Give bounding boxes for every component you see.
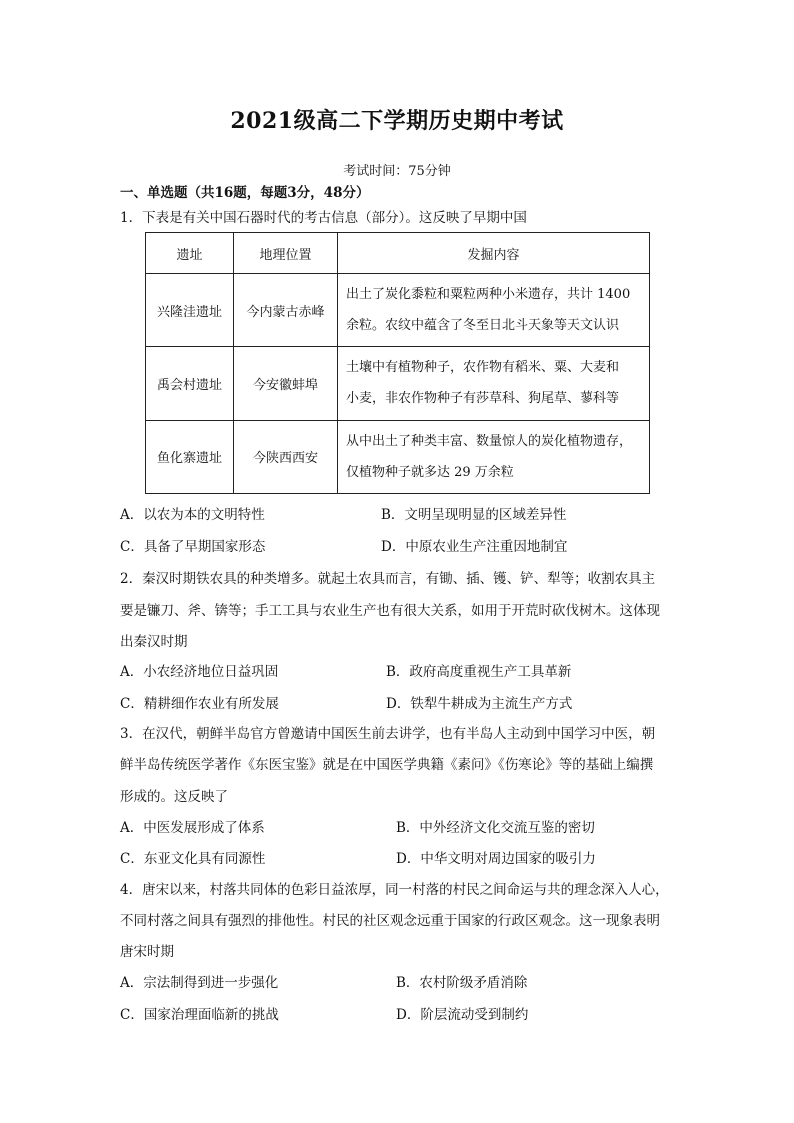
content-line: 仅植物种子就多达 29 万余粒 bbox=[346, 464, 514, 480]
q2-option-b[interactable]: B．政府高度重视生产工具革新 bbox=[386, 664, 572, 680]
content-line: 余粒。农纹中蕴含了冬至日北斗天象等天文认识 bbox=[346, 318, 620, 334]
content-cell bbox=[338, 274, 650, 347]
location-cell: 今陕西西安 bbox=[234, 420, 338, 493]
q2-stem-line: 出秦汉时期 bbox=[120, 634, 188, 650]
q1-option-b[interactable]: B．文明呈现明显的区域差异性 bbox=[381, 507, 567, 523]
q4-stem-line: 不同村落之间具有强烈的排他性。村民的社区观念远重于国家的行政区观念。这一现象表明 bbox=[120, 913, 660, 929]
q3-stem-line: 3．在汉代，朝鲜半岛官方曾邀请中国医生前去讲学，也有半岛人主动到中国学习中医，朝 bbox=[120, 726, 656, 742]
content-cell bbox=[338, 420, 650, 493]
content-line: 从中出土了种类丰富、数量惊人的炭化植物遗存， bbox=[346, 433, 633, 449]
q4-stem-line: 唐宋时期 bbox=[120, 944, 174, 960]
content-line: 出土了炭化黍粒和粟粒两种小米遗存，共计 1400 bbox=[346, 287, 631, 303]
q2-option-c[interactable]: C．精耕细作农业有所发展 bbox=[120, 696, 279, 712]
site-cell: 鱼化寨遗址 bbox=[146, 420, 234, 493]
location-cell: 今安徽蚌埠 bbox=[234, 347, 338, 420]
table-header: 遗址 bbox=[146, 233, 234, 274]
q1-option-c[interactable]: C．具备了早期国家形态 bbox=[120, 539, 266, 555]
q3-stem-line: 形成的。这反映了 bbox=[120, 789, 228, 805]
q3-option-a[interactable]: A．中医发展形成了体系 bbox=[120, 820, 265, 836]
site-cell: 禹会村遗址 bbox=[146, 347, 234, 420]
q4-option-d[interactable]: D．阶层流动受到制约 bbox=[396, 1007, 529, 1023]
table-header: 地理位置 bbox=[234, 233, 338, 274]
page-title: 2021级高二下学期历史期中考试 bbox=[230, 108, 564, 134]
table-row bbox=[146, 274, 650, 347]
content-cell bbox=[338, 347, 650, 420]
content-line: 小麦，非农作物种子有莎草科、狗尾草、蓼科等 bbox=[346, 391, 620, 407]
q3-option-b[interactable]: B．中外经济文化交流互鉴的密切 bbox=[396, 820, 595, 836]
table-row bbox=[146, 347, 650, 420]
q3-option-d[interactable]: D．中华文明对周边国家的吸引力 bbox=[396, 851, 596, 867]
q4-option-a[interactable]: A．宗法制得到进一步强化 bbox=[120, 975, 279, 991]
archaeology-table bbox=[145, 232, 650, 494]
q3-stem-line: 鲜半岛传统医学著作《东医宝鉴》就是在中国医学典籍《素问》《伤寒论》等的基础上编撰 bbox=[120, 757, 654, 773]
q1-option-d[interactable]: D．中原农业生产注重因地制宜 bbox=[381, 539, 568, 555]
q4-option-c[interactable]: C．国家治理面临新的挑战 bbox=[120, 1007, 279, 1023]
table-header-row bbox=[146, 233, 650, 274]
exam-time: 考试时间：75分钟 bbox=[343, 164, 451, 179]
q1-stem: 1．下表是有关中国石器时代的考古信息（部分）。这反映了早期中国 bbox=[120, 210, 527, 226]
q2-stem-line: 2．秦汉时期铁农具的种类增多。就起土农具而言，有锄、插、镬、铲、犁等；收割农具主 bbox=[120, 571, 656, 587]
q4-option-b[interactable]: B．农村阶级矛盾消除 bbox=[396, 975, 528, 991]
q2-stem-line: 要是镰刀、斧、锛等；手工工具与农业生产也有很大关系，如用于开荒时砍伐树木。这体现 bbox=[120, 603, 660, 619]
q2-option-a[interactable]: A．小农经济地位日益巩固 bbox=[120, 664, 279, 680]
table-header: 发掘内容 bbox=[338, 233, 650, 274]
table-row bbox=[146, 420, 650, 493]
content-line: 土壤中有植物种子，农作物有稻米、粟、大麦和 bbox=[346, 360, 620, 376]
q4-stem-line: 4．唐宋以来，村落共同体的色彩日益浓厚，同一村落的村民之间命运与共的理念深入人心， bbox=[120, 882, 669, 898]
q3-option-c[interactable]: C．东亚文化具有同源性 bbox=[120, 851, 266, 867]
q1-option-a[interactable]: A．以农为本的文明特性 bbox=[120, 507, 265, 523]
q2-option-d[interactable]: D．铁犁牛耕成为主流生产方式 bbox=[386, 696, 573, 712]
location-cell: 今内蒙古赤峰 bbox=[234, 274, 338, 347]
site-cell: 兴隆洼遗址 bbox=[146, 274, 234, 347]
section-heading: 一、单选题（共16题，每题3分，48分） bbox=[120, 185, 370, 201]
